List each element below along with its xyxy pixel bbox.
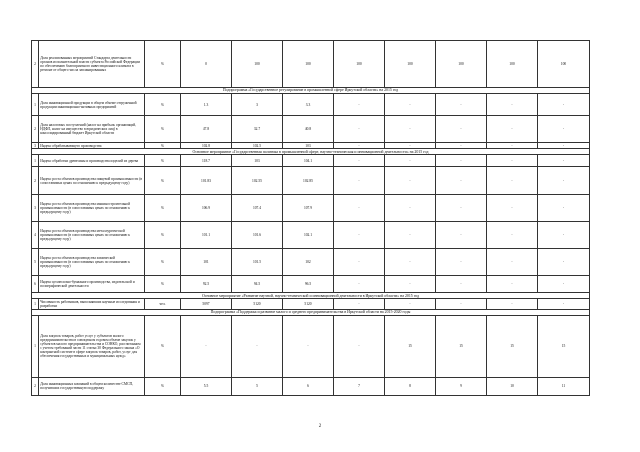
value-cell: - — [334, 94, 385, 116]
value-cell: 102.1 — [283, 222, 334, 249]
value-cell: 1.3 — [181, 94, 232, 116]
value-cell: 94.5 — [232, 276, 283, 293]
indicator-name: Индекс обрабатывающего производства — [39, 143, 145, 149]
value-cell: - — [436, 116, 487, 143]
value-cell: 102.5 — [232, 143, 283, 149]
unit-cell: % — [145, 155, 181, 167]
value-cell: - — [538, 167, 590, 195]
unit-cell: % — [145, 143, 181, 149]
value-cell: 10 — [487, 377, 538, 395]
value-cell: - — [487, 195, 538, 222]
value-cell: - — [538, 249, 590, 276]
table-row — [32, 299, 590, 309]
unit-cell: % — [145, 315, 181, 377]
value-cell: - — [334, 315, 385, 377]
indicator-name: Индекс роста объемов производства машиностроительной промышленности (в сопоставимых ценах по отношению к предыдущему году) — [39, 195, 145, 222]
table-row — [32, 222, 590, 249]
value-cell: - — [385, 116, 436, 143]
value-cell: - — [334, 143, 385, 149]
row-number: 1 — [32, 299, 39, 309]
indicator-name: Индекс обработки древесины и производства изделий из дерева — [39, 155, 145, 167]
indicator-name: Индекс целлюлозно-бумажного производства, издательской и полиграфической деятельности — [39, 276, 145, 293]
section-title: Основное мероприятие «Государственная политика в промышленной сфере, научно-техническая и инновационной деятельности» на 2015 год — [32, 149, 590, 155]
unit-cell: % — [145, 276, 181, 293]
section-title: Основное мероприятие «Развитие научной, научно-технической и инновационной деятельности в Иркутской области» на 2015 год — [32, 293, 590, 299]
value-cell: - — [538, 155, 590, 167]
value-cell: - — [232, 315, 283, 377]
unit-cell: % — [145, 195, 181, 222]
row-number: 5 — [32, 249, 39, 276]
value-cell: 3 — [232, 94, 283, 116]
value-cell: 92.5 — [181, 276, 232, 293]
value-cell: 104.1 — [283, 155, 334, 167]
value-cell: - — [385, 222, 436, 249]
table-row — [32, 315, 590, 377]
value-cell: 100 — [538, 41, 590, 88]
unit-cell: % — [145, 94, 181, 116]
value-cell: 7 — [334, 377, 385, 395]
value-cell: 11 — [538, 377, 590, 395]
value-cell: - — [538, 222, 590, 249]
value-cell: - — [487, 249, 538, 276]
value-cell: 15 — [436, 315, 487, 377]
unit-cell: % — [145, 249, 181, 276]
row-number: 1 — [32, 94, 39, 116]
table-row — [32, 195, 590, 222]
indicator-name: Доля закупок товаров, работ услуг у субъектов малого предпринимательства в совокупном годовом объеме закупок у субъектов малого предпринимательства и СОНКО, рассчитанном с учетом требований части 11 статьи 30 Федерального закона «О контрактной системе в сфере закупок товаров, работ, услуг для обеспечения государственных и муниципальных нужд» — [39, 315, 145, 377]
value-cell: 6 — [283, 377, 334, 395]
value-cell: 100 — [232, 41, 283, 88]
value-cell: - — [538, 299, 590, 309]
value-cell: 15 — [538, 315, 590, 377]
value-cell: - — [334, 299, 385, 309]
value-cell: 101.1 — [181, 222, 232, 249]
value-cell: - — [538, 116, 590, 143]
value-cell: - — [436, 249, 487, 276]
unit-cell: % — [145, 167, 181, 195]
value-cell: - — [385, 276, 436, 293]
value-cell: - — [436, 299, 487, 309]
value-cell: 100 — [436, 41, 487, 88]
unit-cell: % — [145, 377, 181, 395]
row-number: 3 — [32, 143, 39, 149]
value-cell: 101.5 — [232, 249, 283, 276]
value-cell: 5.5 — [181, 377, 232, 395]
value-cell: 5120 — [232, 299, 283, 309]
row-number: 6 — [32, 276, 39, 293]
value-cell: - — [334, 167, 385, 195]
value-cell: 100 — [283, 41, 334, 88]
value-cell: - — [436, 94, 487, 116]
table-row — [32, 94, 590, 116]
table-row — [32, 276, 590, 293]
unit-cell: % — [145, 41, 181, 88]
section-title: Подпрограмма «Поддержка и развитие малого и среднего предпринимательства в Иркутской области на 2015-2020 годы — [32, 309, 590, 315]
value-cell: 15 — [385, 315, 436, 377]
value-cell: - — [487, 116, 538, 143]
value-cell: 5 — [232, 377, 283, 395]
value-cell: - — [538, 94, 590, 116]
row-number: 1 — [32, 155, 39, 167]
value-cell: 101 — [181, 249, 232, 276]
value-cell: 107.4 — [232, 195, 283, 222]
unit-cell: чел. — [145, 299, 181, 309]
row-number: 2 — [32, 377, 39, 395]
indicator-name: Индекс роста объемов производства пищевой промышленности (в сопоставимых ценах по отношению к предыдущему году) — [39, 167, 145, 195]
value-cell: 100 — [487, 41, 538, 88]
table-row — [32, 41, 590, 88]
value-cell: - — [385, 143, 436, 149]
value-cell: 102.8 — [181, 143, 232, 149]
table-row — [32, 116, 590, 143]
value-cell: - — [487, 155, 538, 167]
value-cell: - — [436, 155, 487, 167]
value-cell: 8 — [385, 377, 436, 395]
value-cell: 118.7 — [181, 155, 232, 167]
indicator-name: Доля налоговых поступлений (налог на прибыль организаций, НДФЛ, налог на имущество в юридических лиц) в консолидированный бюджет Иркутской области — [39, 116, 145, 143]
value-cell: 40.8 — [283, 116, 334, 143]
indicator-name: Доля реализованных мероприятий Стандарта деятельности органов исполнительной власти субъекта Российской Федерации по обеспечению благоприятного инвестиционного климата в регионе от общего числа запланированных — [39, 41, 145, 88]
value-cell: - — [538, 276, 590, 293]
value-cell: 96.5 — [283, 276, 334, 293]
value-cell: - — [436, 195, 487, 222]
section-title: Подпрограмма «Государственное регулирование в промышленной сфере Иркутской области» на 2015 год — [32, 88, 590, 94]
value-cell: - — [487, 143, 538, 149]
value-cell: - — [334, 195, 385, 222]
value-cell: - — [385, 155, 436, 167]
value-cell: 5097 — [181, 299, 232, 309]
row-number: 3 — [32, 195, 39, 222]
value-cell: - — [334, 249, 385, 276]
value-cell: - — [487, 299, 538, 309]
value-cell: - — [334, 155, 385, 167]
value-cell: - — [436, 143, 487, 149]
table-row — [32, 377, 590, 395]
value-cell: 102.85 — [283, 167, 334, 195]
value-cell: 103 — [283, 143, 334, 149]
value-cell: - — [385, 249, 436, 276]
value-cell: - — [334, 276, 385, 293]
value-cell: 15 — [487, 315, 538, 377]
indicator-name: Численность работников, выполнявших научные исследования и разработки — [39, 299, 145, 309]
value-cell: 100 — [385, 41, 436, 88]
value-cell: 47.8 — [181, 116, 232, 143]
indicators-table — [31, 40, 590, 396]
row-number: 4 — [32, 222, 39, 249]
value-cell: - — [487, 167, 538, 195]
value-cell: - — [334, 222, 385, 249]
value-cell: - — [487, 222, 538, 249]
row-number: 2 — [32, 167, 39, 195]
value-cell: - — [385, 195, 436, 222]
value-cell: - — [487, 276, 538, 293]
value-cell: 107.9 — [283, 195, 334, 222]
value-cell: - — [538, 195, 590, 222]
value-cell: 102 — [283, 249, 334, 276]
value-cell: - — [385, 94, 436, 116]
value-cell: - — [436, 276, 487, 293]
value-cell: 101.6 — [232, 222, 283, 249]
value-cell: - — [538, 143, 590, 149]
value-cell: 5120 — [283, 299, 334, 309]
value-cell: 0 — [181, 41, 232, 88]
indicator-name: Доля инновационной продукции в общем объеме отгруженной продукции инновационно-активных предприятий — [39, 94, 145, 116]
value-cell: 101.83 — [181, 167, 232, 195]
value-cell: - — [487, 94, 538, 116]
indicator-name: Доля инновационных компаний в общем количестве СМСП, получивших государственную поддержку — [39, 377, 145, 395]
page-number: 2 — [318, 424, 322, 429]
row-number: 2 — [32, 116, 39, 143]
value-cell: 32.7 — [232, 116, 283, 143]
row-number: 2 — [32, 41, 39, 88]
row-number: 1 — [32, 315, 39, 377]
value-cell: - — [436, 167, 487, 195]
value-cell: - — [385, 299, 436, 309]
value-cell: 106.9 — [181, 195, 232, 222]
value-cell: 103 — [232, 155, 283, 167]
value-cell: 102.55 — [232, 167, 283, 195]
value-cell: 100 — [334, 41, 385, 88]
value-cell: 9 — [436, 377, 487, 395]
table-row — [32, 249, 590, 276]
indicator-name: Индекс роста объемов производства металлургической промышленности (в сопоставимых ценах по отношению к предыдущему году) — [39, 222, 145, 249]
value-cell: 3.3 — [283, 94, 334, 116]
value-cell: - — [334, 116, 385, 143]
value-cell: - — [436, 222, 487, 249]
value-cell: - — [181, 315, 232, 377]
table-row — [32, 167, 590, 195]
unit-cell: % — [145, 222, 181, 249]
table-row — [32, 155, 590, 167]
unit-cell: % — [145, 116, 181, 143]
value-cell: - — [385, 167, 436, 195]
value-cell: - — [283, 315, 334, 377]
indicator-name: Индекс роста объемов производства химической промышленности (в сопоставимых ценах по отношению к предыдущему году) — [39, 249, 145, 276]
